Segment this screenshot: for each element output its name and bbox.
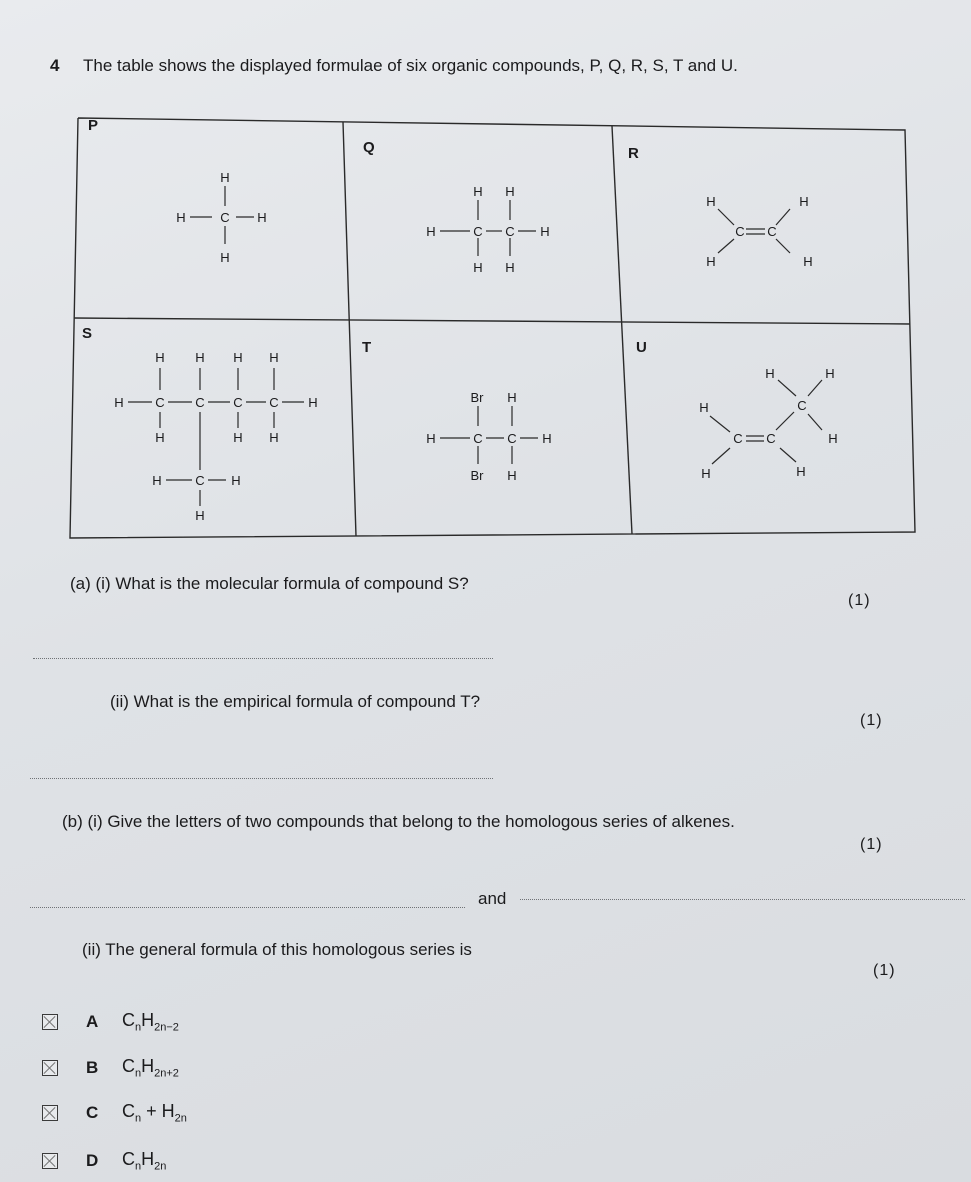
answer-line-a-ii[interactable] (30, 778, 493, 779)
svg-text:H: H (195, 350, 205, 365)
compound-table (0, 0, 971, 560)
svg-text:H: H (233, 350, 243, 365)
svg-text:C: C (733, 431, 743, 446)
svg-text:H: H (540, 224, 550, 239)
option-b-checkbox[interactable] (42, 1060, 58, 1076)
and-label: and (478, 889, 507, 908)
option-c-formula: $C_n + H_{2n}$ (122, 1101, 187, 1125)
svg-text:C: C (473, 224, 483, 239)
question-number: 4 (50, 56, 60, 75)
option-b-formula: $C_nH_{2n+2}$ (122, 1056, 179, 1080)
option-a-formula: $C_nH_{2n-2}$ (122, 1010, 179, 1034)
svg-text:H: H (233, 430, 243, 445)
svg-text:H: H (308, 395, 318, 410)
svg-text:C: C (767, 224, 777, 239)
svg-text:H: H (542, 431, 552, 446)
option-a-letter: A (86, 1012, 99, 1031)
svg-text:H: H (176, 210, 186, 225)
question-b-i: (b) (i) Give the letters of two compounds that belong to the homologous series of alkenes. (62, 812, 735, 831)
label-s: S (82, 325, 93, 342)
structure-t (440, 406, 538, 464)
svg-text:H: H (269, 430, 279, 445)
svg-text:C: C (195, 395, 205, 410)
svg-text:C: C (766, 431, 776, 446)
marks-a-i: (1) (848, 592, 871, 609)
svg-text:Br: Br (470, 468, 484, 483)
answer-line-a-i[interactable] (33, 658, 493, 659)
svg-text:H: H (152, 473, 162, 488)
answer-line-b-i-second[interactable] (520, 899, 965, 900)
svg-text:H: H (257, 210, 267, 225)
svg-text:H: H (505, 184, 515, 199)
svg-text:H: H (114, 395, 124, 410)
question-a-i: (a) (i) What is the molecular formula of compound S? (70, 574, 469, 593)
svg-text:H: H (507, 390, 517, 405)
svg-text:C: C (220, 210, 230, 225)
svg-text:C: C (233, 395, 243, 410)
label-t: T (362, 339, 372, 356)
svg-text:C: C (155, 395, 165, 410)
svg-text:H: H (195, 508, 205, 523)
atoms-t (426, 390, 551, 483)
svg-text:C: C (473, 431, 483, 446)
svg-text:H: H (706, 194, 716, 209)
svg-text:C: C (195, 473, 205, 488)
svg-text:H: H (220, 250, 230, 265)
svg-text:H: H (803, 254, 813, 269)
option-c-letter: C (86, 1103, 99, 1122)
atoms-r (706, 194, 812, 269)
option-a-checkbox[interactable] (42, 1014, 58, 1030)
option-d-formula: $C_nH_{2n}$ (122, 1149, 167, 1173)
svg-text:H: H (220, 170, 230, 185)
option-c-checkbox[interactable] (42, 1105, 58, 1121)
structure-q (440, 200, 536, 256)
question-intro: The table shows the displayed formulae of six organic compounds, P, Q, R, S, T and U. (83, 56, 738, 75)
svg-text:H: H (765, 366, 775, 381)
svg-text:H: H (796, 464, 806, 479)
svg-text:H: H (799, 194, 809, 209)
answer-line-b-i-first[interactable] (30, 907, 465, 908)
structure-r (718, 209, 790, 253)
svg-text:H: H (505, 260, 515, 275)
marks-b-i: (1) (860, 836, 883, 853)
svg-text:H: H (473, 184, 483, 199)
label-q: Q (363, 139, 375, 156)
svg-text:H: H (699, 400, 709, 415)
svg-text:H: H (426, 224, 436, 239)
svg-text:H: H (155, 350, 165, 365)
svg-text:H: H (701, 466, 711, 481)
svg-text:H: H (155, 430, 165, 445)
label-r: R (628, 145, 639, 162)
marks-b-ii: (1) (873, 962, 896, 979)
svg-text:Br: Br (470, 390, 484, 405)
svg-text:H: H (269, 350, 279, 365)
option-b-letter: B (86, 1058, 99, 1077)
svg-text:H: H (828, 431, 838, 446)
svg-text:C: C (269, 395, 279, 410)
question-b-ii: (ii) The general formula of this homologous series is (82, 940, 472, 959)
svg-text:H: H (825, 366, 835, 381)
svg-text:C: C (797, 398, 807, 413)
svg-text:C: C (735, 224, 745, 239)
svg-text:H: H (231, 473, 241, 488)
question-a-ii: (ii) What is the empirical formula of compound T? (110, 692, 481, 711)
atoms-q (426, 184, 549, 275)
structure-u (710, 380, 822, 464)
svg-text:H: H (473, 260, 483, 275)
svg-text:H: H (706, 254, 716, 269)
label-p: P (88, 117, 99, 134)
svg-text:C: C (507, 431, 517, 446)
svg-text:H: H (426, 431, 436, 446)
label-u: U (636, 339, 647, 356)
marks-a-ii: (1) (860, 712, 883, 729)
option-d-checkbox[interactable] (42, 1153, 58, 1169)
svg-text:H: H (507, 468, 517, 483)
option-d-letter: D (86, 1151, 99, 1170)
svg-text:C: C (505, 224, 515, 239)
atoms-s (114, 350, 317, 523)
